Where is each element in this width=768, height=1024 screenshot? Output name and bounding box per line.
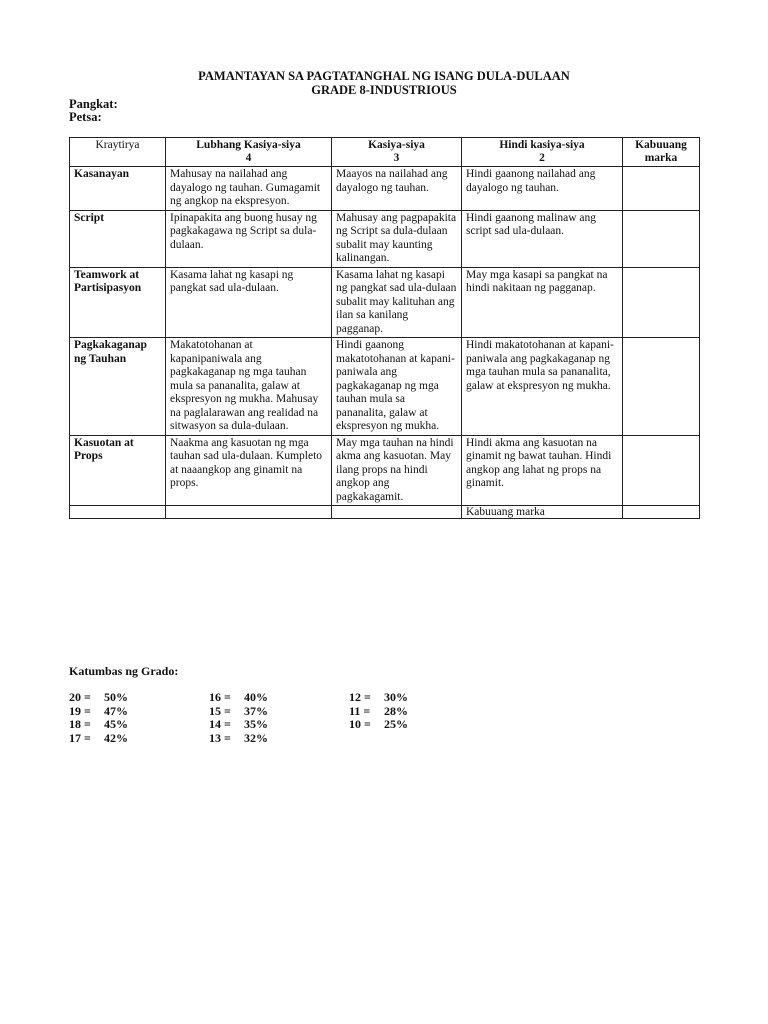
header-lubhang-kasiya-siya (166, 138, 332, 167)
grade-percent: 35% (244, 717, 268, 731)
level-4-cell: Ipinapakita ang buong husay ng pagkakagawa ng Script sa dula-dulaan. (166, 210, 332, 267)
grade-row (349, 705, 408, 719)
rubric-table (69, 137, 700, 519)
grade-percent: 40% (244, 690, 268, 704)
grade-score: 18 = (69, 717, 91, 731)
level-4-cell: Kasama lahat ng kasapi ng pangkat sad ula-dulaan. (166, 267, 332, 338)
grade-column (69, 691, 128, 745)
table-row (70, 210, 700, 267)
header-hindi-kasiya-siya (462, 138, 623, 167)
grade-score: 10 = (349, 717, 371, 731)
table-row (70, 167, 700, 211)
empty-cell (332, 506, 462, 519)
grade-row (349, 718, 408, 732)
level-3-cell: Mahusay ang pagpapakita ng Script sa dula-dulaan subalit may kaunting kalinangan. (332, 210, 462, 267)
total-label-cell: Kabuuang marka (462, 506, 623, 519)
criterion-cell: Script (70, 210, 166, 267)
grade-percent: 45% (104, 717, 128, 731)
header-label: Hindi kasiya-siya (499, 139, 585, 151)
level-4-cell: Naakma ang kasuotan ng mga tauhan sad ula-dulaan. Kumpleto at naaangkop ang ginamit na props. (166, 435, 332, 506)
total-cell (623, 210, 700, 267)
grade-row (69, 705, 128, 719)
grade-score: 11 = (349, 703, 371, 718)
grade-row (209, 691, 268, 705)
header-points: 2 (539, 152, 545, 164)
grade-score: 12 = (349, 690, 371, 704)
grade-score: 16 = (209, 690, 231, 704)
grade-score: 20 = (69, 690, 91, 704)
grade-score: 19 = (69, 703, 91, 718)
grade-row (69, 718, 128, 732)
grade-row (209, 718, 268, 732)
total-cell (623, 267, 700, 338)
grade-percent: 47% (104, 703, 128, 718)
level-3-cell: May mga tauhan na hindi akma ang kasuotan. May ilang props na hindi angkop ang pagkakagamit. (332, 435, 462, 506)
pangkat-label: Pangkat: (69, 97, 118, 111)
level-3-cell: Maayos na nailahad ang dayalogo ng tauhan. (332, 167, 462, 211)
criterion-cell: Teamwork at Partisipasyon (70, 267, 166, 338)
header-kasiya-siya (332, 138, 462, 167)
grade-score: 15 = (209, 703, 231, 718)
level-4-cell: Makatotohanan at kapanipaniwala ang pagkakaganap ng mga tauhan mula sa pananalita, galaw at ekspresyon ng mukha. Mahusay na paglalarawan ang realidad na sitwasyon sa dula-dulaan. (166, 338, 332, 436)
criterion-cell: Kasanayan (70, 167, 166, 211)
grade-row (69, 732, 128, 746)
level-2-cell: Hindi makatotohanan at kapani-paniwala ang pagkakaganap ng mga tauhan mula sa pananalita, galaw at ekspresyon ng mukha. (462, 338, 623, 436)
grade-score: 17 = (69, 730, 91, 745)
table-row (70, 267, 700, 338)
level-3-cell: Hindi gaanong makatotohanan at kapani-paniwala ang pagkakaganap ng mga tauhan mula sa pananalita, galaw at ekspresyon ng mukha. (332, 338, 462, 436)
total-cell (623, 435, 700, 506)
header-label: Lubhang Kasiya-siya (196, 139, 301, 151)
level-3-cell: Kasama lahat ng kasapi ng pangkat sad ula-dulaan subalit may kalituhan ang ilan sa kanilang pagganap. (332, 267, 462, 338)
grand-total-cell (623, 506, 700, 519)
grade-percent: 32% (244, 730, 268, 745)
grade-percent: 37% (244, 703, 268, 718)
total-cell (623, 338, 700, 436)
level-2-cell: Hindi akma ang kasuotan na ginamit ng bawat tauhan. Hindi angkop ang lahat ng props na ginamit. (462, 435, 623, 506)
grade-equivalent-title: Katumbas ng Grado: (69, 664, 179, 678)
header-points: 4 (245, 152, 252, 164)
header-kabuuang-marka (623, 138, 700, 167)
header-label: Kasiya-siya (368, 139, 425, 151)
grade-percent: 50% (104, 690, 128, 704)
table-total-row (70, 506, 700, 519)
grade-score: 14 = (209, 717, 231, 731)
grade-row (349, 691, 408, 705)
header-kraytirya (70, 138, 166, 167)
empty-cell (70, 506, 166, 519)
level-2-cell: May mga kasapi sa pangkat na hindi nakitaan ng pagganap. (462, 267, 623, 338)
level-4-cell: Mahusay na nailahad ang dayalogo ng tauhan. Gumagamit ng angkop na ekspresyon. (166, 167, 332, 211)
document-title: PAMANTAYAN SA PAGTATANGHAL NG ISANG DULA-DULAAN (198, 69, 570, 83)
total-cell (623, 167, 700, 211)
grade-row (69, 691, 128, 705)
header-label: Kabuuang marka (635, 139, 687, 164)
grade-score: 13 = (209, 730, 231, 745)
grade-percent: 28% (384, 703, 408, 718)
grade-percent: 25% (384, 717, 408, 731)
rubric-header-row (70, 138, 700, 167)
table-row (70, 435, 700, 506)
grade-percent: 42% (104, 730, 128, 745)
header-points: 3 (393, 152, 400, 164)
table-row (70, 338, 700, 436)
grade-row (209, 732, 268, 746)
criterion-cell: Pagkakaganap ng Tauhan (70, 338, 166, 436)
grade-percent: 30% (384, 690, 408, 704)
document-subtitle: GRADE 8-INDUSTRIOUS (311, 83, 457, 97)
grade-row (209, 705, 268, 719)
criterion-cell: Kasuotan at Props (70, 435, 166, 506)
empty-cell (166, 506, 332, 519)
level-2-cell: Hindi gaanong nailahad ang dayalogo ng tauhan. (462, 167, 623, 211)
level-2-cell: Hindi gaanong malinaw ang script sad ula-dulaan. (462, 210, 623, 267)
header-label: Kraytirya (95, 139, 140, 151)
grade-column (349, 691, 408, 732)
petsa-label: Petsa: (69, 110, 102, 124)
grade-column (209, 691, 268, 745)
